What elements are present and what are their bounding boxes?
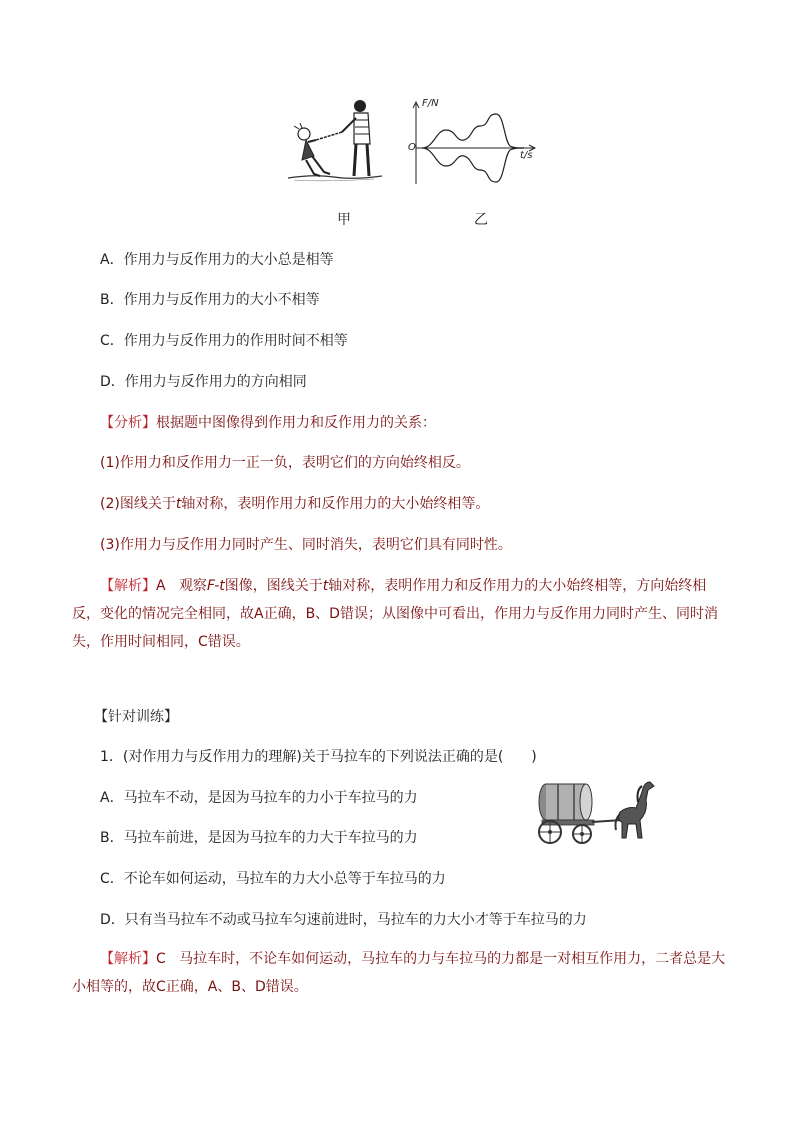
solution-text-c: 轴对称，表明作用力和反作用力的大小始终相等，方向始终相反，变化的情况完全相同，故A正确，B、D错误；从图像中可看出，作用力与反作用力同时产生、同时消失，作用时间相同，C错误。 bbox=[72, 578, 718, 650]
training-option-d: D．只有当马拉车不动或马拉车匀速前进时，马拉车的力大小才等于车拉马的力 bbox=[100, 912, 587, 928]
analysis-point-2-t: t bbox=[175, 496, 182, 512]
solution-tag: 【解析】 bbox=[100, 578, 156, 594]
analysis-point-2-a: (2)图线关于 bbox=[100, 496, 176, 512]
analysis-tag: 【分析】 bbox=[100, 415, 156, 431]
solution-paragraph-1 bbox=[72, 572, 732, 656]
solution-2-text: 马拉车时，不论车如何运动，马拉车的力与车拉马的力都是一对相互作用力，二者总是大小相等的，故C正确，A、B、D错误。 bbox=[72, 951, 726, 995]
solution-2-tag: 【解析】 bbox=[100, 951, 156, 967]
solution-2-answer: C bbox=[156, 951, 166, 967]
option-d: D．作用力与反作用力的方向相同 bbox=[100, 374, 307, 390]
training-option-a: A．马拉车不动，是因为马拉车的力小于车拉马的力 bbox=[100, 790, 418, 806]
analysis-point-2-b: 轴对称，表明作用力和反作用力的大小始终相等。 bbox=[181, 496, 490, 512]
analysis-point-1: (1)作用力和反作用力一正一负，表明它们的方向始终相反。 bbox=[100, 455, 470, 471]
option-c: C．作用力与反作用力的作用时间不相等 bbox=[100, 333, 348, 349]
solution-answer: A bbox=[156, 578, 166, 594]
option-a: A．作用力与反作用力的大小总是相等 bbox=[100, 252, 334, 268]
horse-cart-illustration bbox=[536, 776, 662, 846]
training-question: 1．(对作用力与反作用力的理解)关于马拉车的下列说法正确的是( ) bbox=[100, 749, 537, 765]
analysis-intro-text: 根据题中图像得到作用力和反作用力的关系： bbox=[156, 415, 436, 431]
caption-jia: 甲 bbox=[337, 212, 351, 228]
origin-label: O bbox=[408, 142, 416, 153]
axis-y-label: F/N bbox=[422, 98, 439, 109]
solution-t: t bbox=[322, 578, 329, 594]
solution-text-a: 观察 bbox=[178, 578, 207, 594]
force-time-graph bbox=[404, 100, 540, 186]
analysis-point-3: (3)作用力与反作用力同时产生、同时消失，表明它们具有同时性。 bbox=[100, 537, 512, 553]
analysis-intro bbox=[100, 413, 436, 433]
option-b: B．作用力与反作用力的大小不相等 bbox=[100, 292, 320, 308]
analysis-point-2 bbox=[100, 494, 489, 514]
solution-paragraph-2 bbox=[72, 945, 732, 1001]
training-heading: 【针对训练】 bbox=[94, 709, 178, 725]
training-option-c: C．不论车如何运动，马拉车的力大小总等于车拉马的力 bbox=[100, 871, 446, 887]
caption-yi: 乙 bbox=[474, 212, 488, 228]
tug-figure-illustration bbox=[284, 96, 384, 186]
solution-ft: F-t bbox=[206, 578, 225, 594]
axis-x-label: t/s bbox=[520, 150, 533, 161]
solution-text-b: 图像，图线关于 bbox=[224, 578, 323, 594]
training-option-b: B．马拉车前进，是因为马拉车的力大于车拉马的力 bbox=[100, 830, 418, 846]
